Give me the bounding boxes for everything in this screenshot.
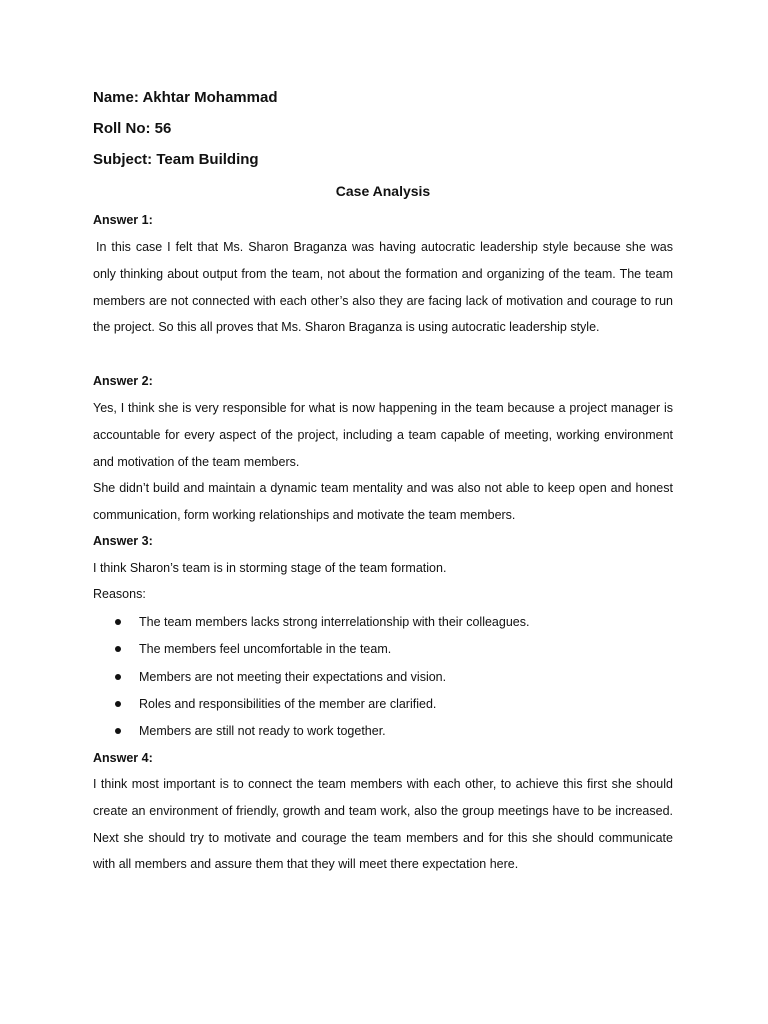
answer-1-heading: Answer 1:: [93, 213, 153, 227]
answer-2-heading: Answer 2:: [93, 374, 153, 388]
page-title: Case Analysis: [335, 183, 431, 199]
answer-4-heading: Answer 4:: [93, 751, 153, 765]
bullet-icon: [115, 646, 121, 652]
subject: Subject: Team Building: [93, 151, 259, 168]
reasons-list: [93, 614, 673, 750]
reason-text: The members feel uncomfortable in the team.: [139, 642, 392, 657]
reason-text: Members are still not ready to work together.: [139, 724, 386, 739]
student-name: Name: Akhtar Mohammad: [93, 89, 278, 106]
list-item: [93, 696, 673, 723]
answer-4-text: I think most important is to connect the team members with each other, to achieve this first she should create an environment of friendly, growth and team work, also the group meetings have to be increased. Next she should try to motivate and courage the team members and for this she should communicate with all members and assure them that they will meet there expectation here.: [93, 777, 673, 872]
reason-text: Members are not meeting their expectations and vision.: [139, 669, 447, 684]
list-item: [93, 723, 673, 750]
answer-2-text-2: She didn’t build and maintain a dynamic team mentality and was also not able to keep open and honest communication, form working relationships and motivate the team members.: [93, 481, 673, 522]
bullet-icon: [115, 674, 121, 680]
list-item: [93, 669, 673, 696]
bullet-icon: [115, 728, 121, 734]
reasons-label: Reasons:: [93, 587, 146, 601]
bullet-icon: [115, 619, 121, 625]
bullet-icon: [115, 701, 121, 707]
answer-3-intro: I think Sharon’s team is in storming stage of the team formation.: [93, 561, 447, 575]
answer-2-text-1: Yes, I think she is very responsible for what is now happening in the team because a project manager is accountable for every aspect of the project, including a team capable of meeting, working environment and motivation of the team members.: [93, 401, 673, 469]
answer-3-heading: Answer 3:: [93, 534, 153, 548]
roll-number: Roll No: 56: [93, 120, 172, 137]
answer-1-text: In this case I felt that Ms. Sharon Braganza was having autocratic leadership style because she was only thinking about output from the team, not about the formation and organizing of the team. The team members are not connected with each other’s also they are facing lack of motivation and courage to run the project. So this all proves that Ms. Sharon Braganza is using autocratic leadership style.: [93, 240, 673, 335]
list-item: [93, 614, 673, 641]
reason-text: Roles and responsibilities of the member are clarified.: [139, 696, 437, 711]
list-item: [93, 641, 673, 668]
reason-text: The team members lacks strong interrelationship with their colleagues.: [139, 615, 530, 629]
